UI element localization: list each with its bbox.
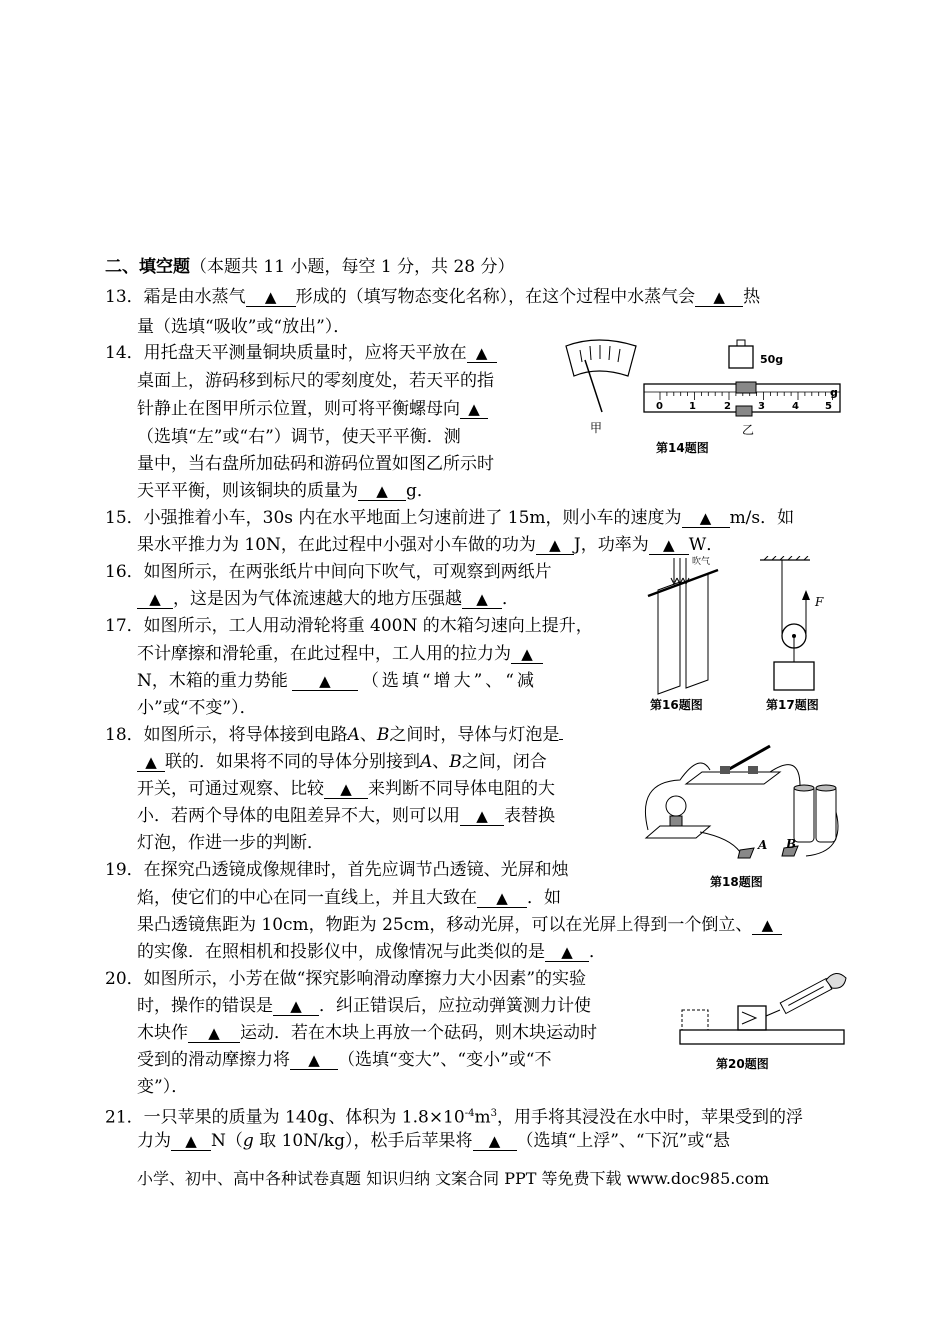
fig20-caption: 第20题图 bbox=[716, 1057, 769, 1071]
q21-text: m bbox=[474, 1107, 491, 1128]
q20-blank-3: ▲ bbox=[290, 1051, 338, 1070]
q18-text: 之间，闭合 bbox=[461, 752, 547, 772]
q21-line1 bbox=[105, 1103, 803, 1129]
q14-blank-3: ▲ bbox=[358, 482, 406, 501]
q21-cube: 3 bbox=[490, 1108, 497, 1119]
q13-text: 热 bbox=[743, 287, 761, 307]
q20-line3 bbox=[137, 1022, 597, 1044]
rider-bottom bbox=[736, 406, 752, 416]
fig18-label-a: A bbox=[758, 838, 768, 852]
q17-text: （选填“增大”、“减 bbox=[361, 671, 537, 691]
weight-label: 50g bbox=[760, 353, 784, 366]
figure-18 bbox=[640, 742, 845, 892]
point-a: A bbox=[347, 725, 360, 745]
q17-line2 bbox=[137, 643, 543, 665]
q15-blank-2: ▲ bbox=[536, 536, 574, 555]
q14-text: 天平平衡，则该铜块的质量为 bbox=[137, 481, 358, 501]
q17-line3 bbox=[137, 670, 537, 692]
q18-blank-2: ▲ bbox=[324, 780, 368, 799]
q21-line2 bbox=[137, 1130, 730, 1152]
q18-text: 来判断不同导体电阻的大 bbox=[368, 779, 555, 799]
q18-underline bbox=[559, 739, 563, 740]
q16-text: ，这是因为气体流速越大的地方压强越 bbox=[173, 589, 462, 609]
q13-text: 霜是由水蒸气 bbox=[143, 287, 246, 307]
q21-text: ，用手将其浸没在水中时，苹果受到的浮 bbox=[496, 1107, 803, 1128]
q14-text: 用托盘天平测量铜块质量时，应将天平放在 bbox=[143, 343, 467, 363]
q20-text: 木块作 bbox=[137, 1023, 188, 1043]
q14-blank-1: ▲ bbox=[467, 344, 497, 363]
q14-text: g． bbox=[406, 481, 434, 501]
point-b: B bbox=[449, 752, 462, 772]
section-note: （本题共 11 小题，每空 1 分，共 28 分） bbox=[190, 257, 515, 277]
q15-text: 小强推着小车，30s 内在水平地面上匀速前进了 15m，则小车的速度为 bbox=[143, 508, 682, 528]
q15-text: 果水平推力为 10N，在此过程中小强对小车做的功为 bbox=[137, 535, 536, 555]
q21-exponent: -4 bbox=[464, 1108, 475, 1119]
q19-text: 在探究凸透镜成像规律时，首先应调节凸透镜、光屏和烛 bbox=[143, 860, 569, 880]
q18-line3 bbox=[137, 778, 555, 800]
q21-g: g bbox=[242, 1131, 254, 1151]
q14-line1 bbox=[105, 342, 497, 364]
q15-text: m/s．如 bbox=[729, 508, 795, 528]
q16-text: 如图所示，在两张纸片中间向下吹气，可观察到两纸片 bbox=[143, 562, 552, 582]
q18-blank-3: ▲ bbox=[460, 807, 504, 826]
q20-blank-1: ▲ bbox=[273, 997, 319, 1016]
q21-blank-2: ▲ bbox=[473, 1132, 517, 1151]
q16-line1 bbox=[105, 561, 552, 583]
q14-line5: 量中，当右盘所加砝码和游码位置如图乙所示时 bbox=[137, 454, 494, 474]
q16-blank-2: ▲ bbox=[462, 590, 502, 609]
q14-text: 针静止在图甲所示位置，则可将平衡螺母向 bbox=[137, 399, 460, 419]
q15-text: W． bbox=[688, 535, 724, 555]
q14-blank-2: ▲ bbox=[460, 400, 488, 419]
q15-number: 15． bbox=[105, 508, 144, 528]
point-b: B bbox=[376, 725, 390, 745]
q14-line2: 桌面上，游码移到标尺的零刻度处，若天平的指 bbox=[137, 371, 494, 391]
q15-blank-3: ▲ bbox=[649, 536, 689, 555]
q18-text: 开关，可通过观察、比较 bbox=[137, 779, 324, 799]
q19-text: ．如 bbox=[527, 888, 561, 908]
q21-text: （选填“上浮”、“下沉”或“悬 bbox=[516, 1131, 730, 1151]
q13-blank-1: ▲ bbox=[246, 288, 296, 307]
q18-blank-1: ▲ bbox=[137, 753, 165, 772]
q20-text: （选填“变大”、“变小”或“不 bbox=[338, 1050, 552, 1070]
paper-strips bbox=[648, 558, 718, 694]
q20-line2 bbox=[137, 995, 591, 1017]
q16-line2 bbox=[137, 588, 519, 610]
q18-line2 bbox=[137, 751, 547, 773]
beam-scale bbox=[644, 382, 840, 416]
q15-line1 bbox=[105, 507, 794, 529]
blow-label: 吹气 bbox=[692, 557, 711, 567]
pulley bbox=[760, 556, 814, 690]
q20-text: 如图所示，小芳在做“探究影响滑动摩擦力大小因素”的实验 bbox=[143, 969, 587, 989]
q17-number: 17． bbox=[105, 616, 144, 636]
q14-number: 14． bbox=[105, 343, 144, 363]
q19-line2 bbox=[137, 887, 561, 909]
q16-number: 16． bbox=[105, 562, 144, 582]
q21-text: 力为 bbox=[137, 1131, 171, 1151]
q15-line2 bbox=[137, 534, 723, 556]
figure-14 bbox=[558, 336, 843, 460]
q18-text: 如图所示，将导体接到电路 bbox=[143, 725, 348, 745]
scale-unit: g bbox=[830, 386, 838, 399]
q19-text: 焰，使它们的中心在同一直线上，并且大致在 bbox=[137, 888, 477, 908]
pointer-needle bbox=[585, 360, 602, 412]
q20-text: ．纠正错误后，应拉动弹簧测力计使 bbox=[319, 996, 591, 1016]
q21-text: N（ bbox=[211, 1131, 243, 1151]
q20-line1 bbox=[105, 968, 586, 990]
force-label: F bbox=[815, 595, 824, 609]
q18-text: 小．若两个导体的电阻差异不大，则可以用 bbox=[137, 806, 460, 826]
q18-sep: 、 bbox=[359, 725, 377, 745]
q18-text: 联的．如果将不同的导体分别接到 bbox=[165, 752, 420, 772]
q17-text: 如图所示，工人用动滑轮将重 400N 的木箱匀速向上提升， bbox=[143, 616, 593, 636]
q20-line5: 变”）． bbox=[137, 1077, 189, 1097]
q13-text: 形成的（填写物态变化名称），在这个过程中水蒸气会 bbox=[295, 287, 696, 307]
q21-blank-1: ▲ bbox=[171, 1132, 211, 1151]
section-heading-line bbox=[105, 256, 515, 278]
friction-setup bbox=[680, 973, 846, 1044]
q14-line3 bbox=[137, 398, 488, 420]
q19-line1 bbox=[105, 859, 569, 881]
q17-blank-2: ▲ bbox=[292, 672, 358, 691]
section-heading: 二、填空题 bbox=[105, 257, 190, 277]
q19-text: ． bbox=[589, 942, 606, 962]
q19-number: 19． bbox=[105, 860, 144, 880]
scale-4: 4 bbox=[792, 401, 799, 412]
q17-line1 bbox=[105, 615, 593, 637]
q21-number: 21． bbox=[105, 1107, 144, 1128]
q19-line3 bbox=[137, 914, 782, 936]
q15-text: J，功率为 bbox=[573, 535, 649, 555]
q17-line4: 小”或“不变”）． bbox=[137, 698, 257, 718]
rider-top bbox=[736, 382, 756, 393]
q17-text: N，木箱的重力势能 bbox=[137, 671, 288, 691]
q20-text: 受到的滑动摩擦力将 bbox=[137, 1050, 290, 1070]
q21-text: 一只苹果的质量为 140g、体积为 1.8×10 bbox=[143, 1107, 465, 1128]
q19-text: 的实像．在照相机和投影仪中，成像情况与此类似的是 bbox=[137, 942, 545, 962]
figure-20 bbox=[676, 966, 848, 1076]
q19-blank-2: ▲ bbox=[752, 916, 782, 935]
scale-3: 3 bbox=[758, 401, 765, 412]
q20-text: 运动．若在木块上再放一个砝码，则木块运动时 bbox=[240, 1023, 597, 1043]
label-yi: 乙 bbox=[742, 423, 755, 437]
weight-50g bbox=[729, 340, 783, 368]
q18-line4 bbox=[137, 805, 555, 827]
figure-16-17 bbox=[640, 556, 840, 714]
point-a: A bbox=[420, 752, 433, 772]
q13-line1 bbox=[105, 286, 760, 308]
q19-blank-3: ▲ bbox=[545, 943, 589, 962]
q21-text: 取 10N/kg），松手后苹果将 bbox=[253, 1131, 473, 1151]
scale-2: 2 bbox=[724, 401, 731, 412]
fig14-caption: 第14题图 bbox=[656, 441, 709, 455]
q19-line4 bbox=[137, 941, 606, 963]
q16-blank-1: ▲ bbox=[137, 590, 173, 609]
q13-blank-2: ▲ bbox=[695, 288, 743, 307]
q16-text: ． bbox=[502, 589, 519, 609]
q20-blank-2: ▲ bbox=[188, 1024, 240, 1043]
q20-number: 20． bbox=[105, 969, 144, 989]
q18-line1 bbox=[105, 724, 563, 746]
footer: 小学、初中、高中各种试卷真题 知识归纳 文案合同 PPT 等免费下载 www.doc985.com bbox=[137, 1169, 770, 1188]
q20-text: 时，操作的错误是 bbox=[137, 996, 273, 1016]
q13-number: 13． bbox=[105, 287, 144, 307]
q19-blank-1: ▲ bbox=[477, 889, 527, 908]
label-jia: 甲 bbox=[590, 421, 603, 435]
q18-sep: 、 bbox=[432, 752, 450, 772]
circuit bbox=[645, 746, 838, 858]
q15-blank-1: ▲ bbox=[682, 509, 730, 528]
q18-text: 表替换 bbox=[504, 806, 555, 826]
fig16-caption: 第16题图 bbox=[650, 698, 703, 712]
fig17-caption: 第17题图 bbox=[766, 698, 819, 712]
q18-text: 之间时，导体与灯泡是 bbox=[389, 725, 560, 745]
fig18-label-b: B bbox=[786, 837, 797, 851]
balance-pointer-dial bbox=[566, 340, 636, 412]
q13-line2: 量（选填“吸收”或“放出”）． bbox=[137, 317, 351, 337]
scale-5: 5 bbox=[825, 401, 832, 412]
q18-number: 18． bbox=[105, 725, 144, 745]
q20-line4 bbox=[137, 1049, 551, 1071]
q18-line5: 灯泡，作进一步的判断． bbox=[137, 833, 324, 853]
q17-text: 不计摩擦和滑轮重，在此过程中，工人用的拉力为 bbox=[137, 644, 511, 664]
q14-line4: （选填“左”或“右”）调节，使天平平衡．测 bbox=[137, 427, 461, 447]
q14-line6 bbox=[137, 480, 434, 502]
scale-1: 1 bbox=[689, 401, 696, 412]
fig18-caption: 第18题图 bbox=[710, 875, 763, 889]
q17-blank-1: ▲ bbox=[511, 645, 543, 664]
scale-0: 0 bbox=[656, 401, 663, 412]
q19-text: 果凸透镜焦距为 10cm，物距为 25cm，移动光屏，可以在光屏上得到一个倒立、 bbox=[137, 915, 753, 935]
